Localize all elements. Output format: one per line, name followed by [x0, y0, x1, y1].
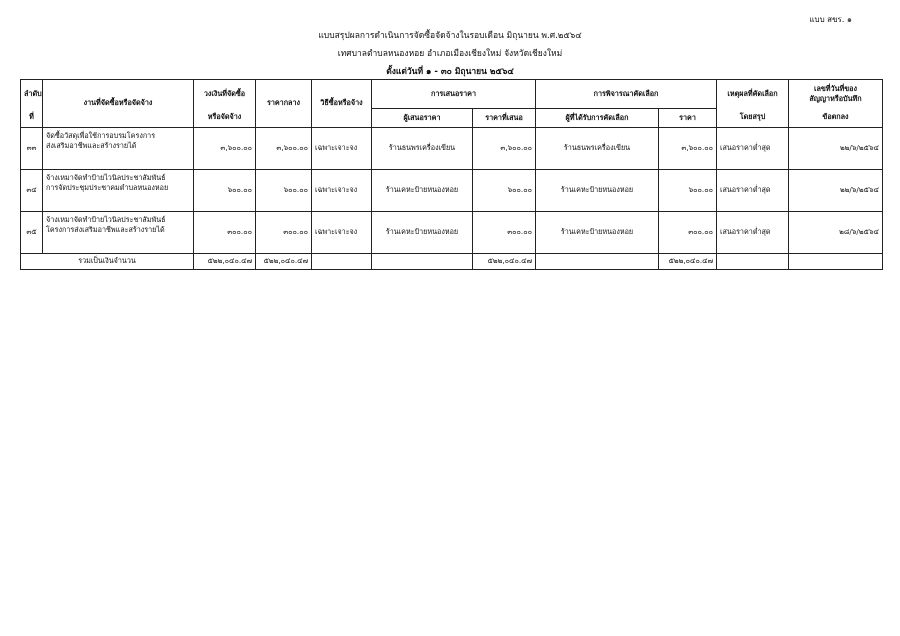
cell-budget: ๓,๖๐๐.๐๐: [194, 128, 256, 170]
cell-bidder: ร้านเคหะป้ายหนองหอย: [372, 170, 473, 212]
cell-bid-price: ๓๐๐.๐๐: [473, 212, 536, 254]
cell-work-line1: จัดซื้อวัสดุเพื่อใช้การอบรมโครงการ: [46, 131, 156, 140]
cell-work: [43, 170, 194, 212]
cell-bid-price: ๖๐๐.๐๐: [473, 170, 536, 212]
cell-no: ๓๕: [21, 212, 43, 254]
cell-selected: ร้านเคหะป้ายหนองหอย: [536, 170, 659, 212]
cell-work-line1: จ้างเหมาจัดทำป้ายไวนิลประชาสัมพันธ์: [46, 173, 166, 182]
header-price: ราคา: [659, 109, 717, 128]
totals-row: [21, 254, 883, 270]
cell-price: ๖๐๐.๐๐: [659, 170, 717, 212]
header-no: ลำดับ: [21, 80, 43, 109]
cell-work-line2: ส่งเสริมอาชีพและสร้างรายได้: [46, 141, 137, 151]
cell-bidder: ร้านเคหะป้ายหนองหอย: [372, 212, 473, 254]
cell-work: [43, 128, 194, 170]
report-organization: เทศบาลตำบลหนองหอย อำเภอเมืองเชียงใหม่ จังหวัดเชียงใหม่: [337, 49, 563, 59]
totals-bidder-empty: [372, 254, 473, 270]
cell-contract: ๒๘/๖/๒๕๖๔: [789, 212, 883, 254]
cell-selected: ร้านเคหะป้ายหนองหอย: [536, 212, 659, 254]
header-contract-line1: เลขที่วันที่ของ: [814, 83, 857, 93]
cell-bid-price: ๓,๖๐๐.๐๐: [473, 128, 536, 170]
cell-median: ๓,๖๐๐.๐๐: [256, 128, 312, 170]
cell-price: ๓,๖๐๐.๐๐: [659, 128, 717, 170]
cell-work-line2: โครงการส่งเสริมอาชีพและสร้างรายได้: [46, 225, 165, 235]
header-contract-line2: สัญญาหรือบันทึก: [809, 94, 862, 104]
cell-method: เฉพาะเจาะจง: [312, 128, 372, 170]
cell-contract: ๒๒/๖/๒๕๖๔: [789, 128, 883, 170]
header-reason: เหตุผลที่คัดเลือก: [717, 80, 789, 109]
cell-work-line2: การจัดประชุมประชาคมตำบลหนองหอย: [46, 183, 169, 193]
header-budget-line2: หรือจัดจ้าง: [194, 109, 256, 128]
cell-no: ๓๔: [21, 170, 43, 212]
cell-work-line1: จ้างเหมาจัดทำป้ายไวนิลประชาสัมพันธ์: [46, 215, 166, 224]
cell-budget: ๖๐๐.๐๐: [194, 170, 256, 212]
cell-budget: ๓๐๐.๐๐: [194, 212, 256, 254]
cell-work: [43, 212, 194, 254]
cell-reason: เสนอราคาต่ำสุด: [717, 170, 789, 212]
cell-reason: เสนอราคาต่ำสุด: [717, 212, 789, 254]
header-budget: วงเงินที่จัดซื้อ: [194, 80, 256, 109]
table-row: [21, 128, 883, 170]
cell-contract: ๒๒/๖/๒๕๖๔: [789, 170, 883, 212]
cell-median: ๖๐๐.๐๐: [256, 170, 312, 212]
cell-no: ๓๓: [21, 128, 43, 170]
header-method: วิธีซื้อหรือจ้าง: [312, 80, 372, 128]
table-row: [21, 170, 883, 212]
table-row: [21, 212, 883, 254]
header-bidding: การเสนอราคา: [372, 80, 536, 109]
header-contract-line3: ข้อตกลง: [789, 109, 883, 128]
totals-selected-empty: [536, 254, 659, 270]
cell-reason: เสนอราคาต่ำสุด: [717, 128, 789, 170]
header-no-line2: ที่: [21, 109, 43, 128]
totals-price: ๕๒๒,๐๔๐.๔๗: [659, 254, 717, 270]
header-contract: [789, 80, 883, 109]
cell-method: เฉพาะเจาะจง: [312, 212, 372, 254]
header-median: ราคากลาง: [256, 80, 312, 128]
header-row-1: [21, 80, 883, 109]
cell-median: ๓๐๐.๐๐: [256, 212, 312, 254]
header-reason-line2: โดยสรุป: [717, 109, 789, 128]
cell-price: ๓๐๐.๐๐: [659, 212, 717, 254]
cell-bidder: ร้านธนพรเครื่องเขียน: [372, 128, 473, 170]
totals-contract-empty: [789, 254, 883, 270]
header-selected: ผู้ที่ได้รับการคัดเลือก: [536, 109, 659, 128]
report-title: แบบสรุปผลการดำเนินการจัดซื้อจัดจ้างในรอบเดือน มิถุนายน พ.ศ.๒๕๖๔: [318, 31, 582, 41]
header-selection: การพิจารณาคัดเลือก: [536, 80, 717, 109]
report-period: ตั้งแต่วันที่ ๑ - ๓๐ มิถุนายน ๒๕๖๔: [386, 67, 514, 77]
header-bidder: ผู้เสนอราคา: [372, 109, 473, 128]
totals-label: รวมเป็นเงินจำนวน: [21, 254, 194, 270]
procurement-table: [20, 79, 883, 270]
totals-bid-price: ๕๒๒,๐๔๐.๔๗: [473, 254, 536, 270]
header-work: งานที่จัดซื้อหรือจัดจ้าง: [43, 80, 194, 128]
cell-method: เฉพาะเจาะจง: [312, 170, 372, 212]
totals-budget: ๕๒๒,๐๔๐.๔๗: [194, 254, 256, 270]
form-code: แบบ สขร. ๑: [809, 15, 852, 24]
header-bid-price: ราคาที่เสนอ: [473, 109, 536, 128]
totals-median: ๕๒๒,๐๔๐.๔๗: [256, 254, 312, 270]
totals-method-empty: [312, 254, 372, 270]
totals-reason-empty: [717, 254, 789, 270]
cell-selected: ร้านธนพรเครื่องเขียน: [536, 128, 659, 170]
